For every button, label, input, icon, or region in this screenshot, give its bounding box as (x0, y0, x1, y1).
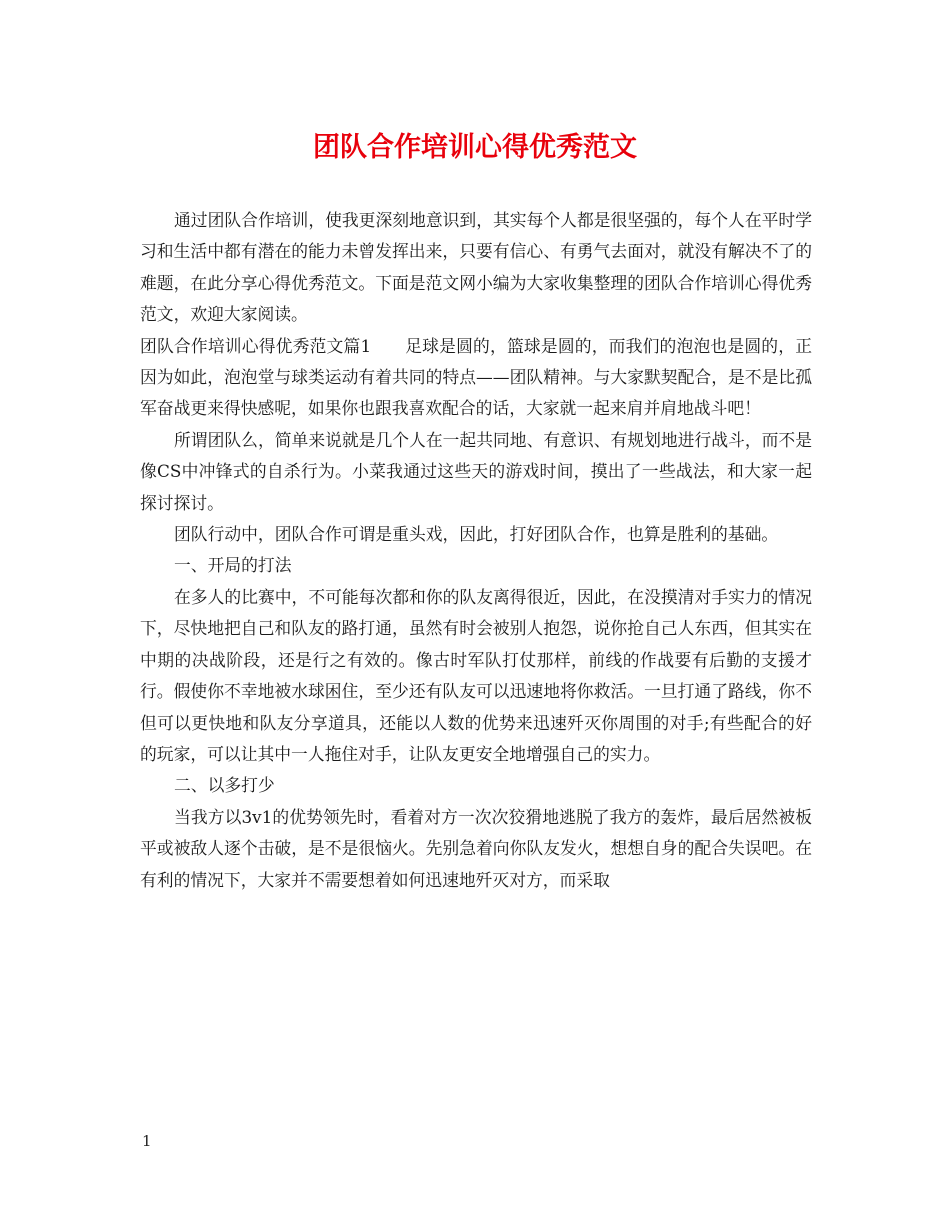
paragraph-team-action: 团队行动中，团队合作可谓是重头戏，因此，打好团队合作，也算是胜利的基础。 (174, 524, 779, 545)
document-body (140, 205, 812, 896)
paragraph-intro: 通过团队合作培训，使我更深刻地意识到，其实每个人都是很坚强的，每个人在平时学习和生活中都有潜在的能力未曾发挥出来，只要有信心、有勇气去面对，就没有解决不了的难题，在此分享心得优秀范文。下面是范文网小编为大家收集整理的团队合作培训心得优秀范文，欢迎大家阅读。 (140, 210, 812, 325)
page-number: 1 (142, 1132, 152, 1150)
paragraph-article-1: 团队合作培训心得优秀范文篇1 足球是圆的，篮球是圆的，而我们的泡泡也是圆的，正因为如此，泡泡堂与球类运动有着共同的特点——团队精神。与大家默契配合，是不是比孤军奋战更来得快感呢，如果你也跟我喜欢配合的话，大家就一起来肩并肩地战斗吧！ (140, 335, 812, 419)
paragraph-outnumber-strategy: 当我方以3v1的优势领先时，看着对方一次次狡猾地逃脱了我方的轰炸，最后居然被板平或被敌人逐个击破，是不是很恼火。先别急着向你队友发火，想想自身的配合失误吧。在有利的情况下，大家并不需要想着如何迅速地歼灭对方，而采取 (140, 806, 812, 890)
section-heading-outnumber: 二、以多打少 (174, 775, 275, 796)
paragraph-opening-strategy: 在多人的比赛中，不可能每次都和你的队友离得很近，因此，在没摸清对手实力的情况下，尽快地把自己和队友的路打通，虽然有时会被别人抱怨，说你抢自己人东西，但其实在中期的决战阶段，还是行之有效的。像古时军队打仗那样，前线的作战要有后勤的支援才行。假使你不幸地被水球困住，至少还有队友可以迅速地将你救活。一旦打通了路线，你不但可以更快地和队友分享道具，还能以人数的优势来迅速歼灭你周围的对手;有些配合的好的玩家，可以让其中一人拖住对手，让队友更安全地增强自己的实力。 (140, 586, 812, 764)
paragraph-team-definition: 所谓团队么，简单来说就是几个人在一起共同地、有意识、有规划地进行战斗，而不是像CS中冲锋式的自杀行为。小菜我通过这些天的游戏时间，摸出了一些战法，和大家一起探讨探讨。 (140, 429, 812, 513)
section-heading-opening: 一、开局的打法 (174, 555, 292, 576)
document-title: 团队合作培训心得优秀范文 (313, 132, 637, 163)
